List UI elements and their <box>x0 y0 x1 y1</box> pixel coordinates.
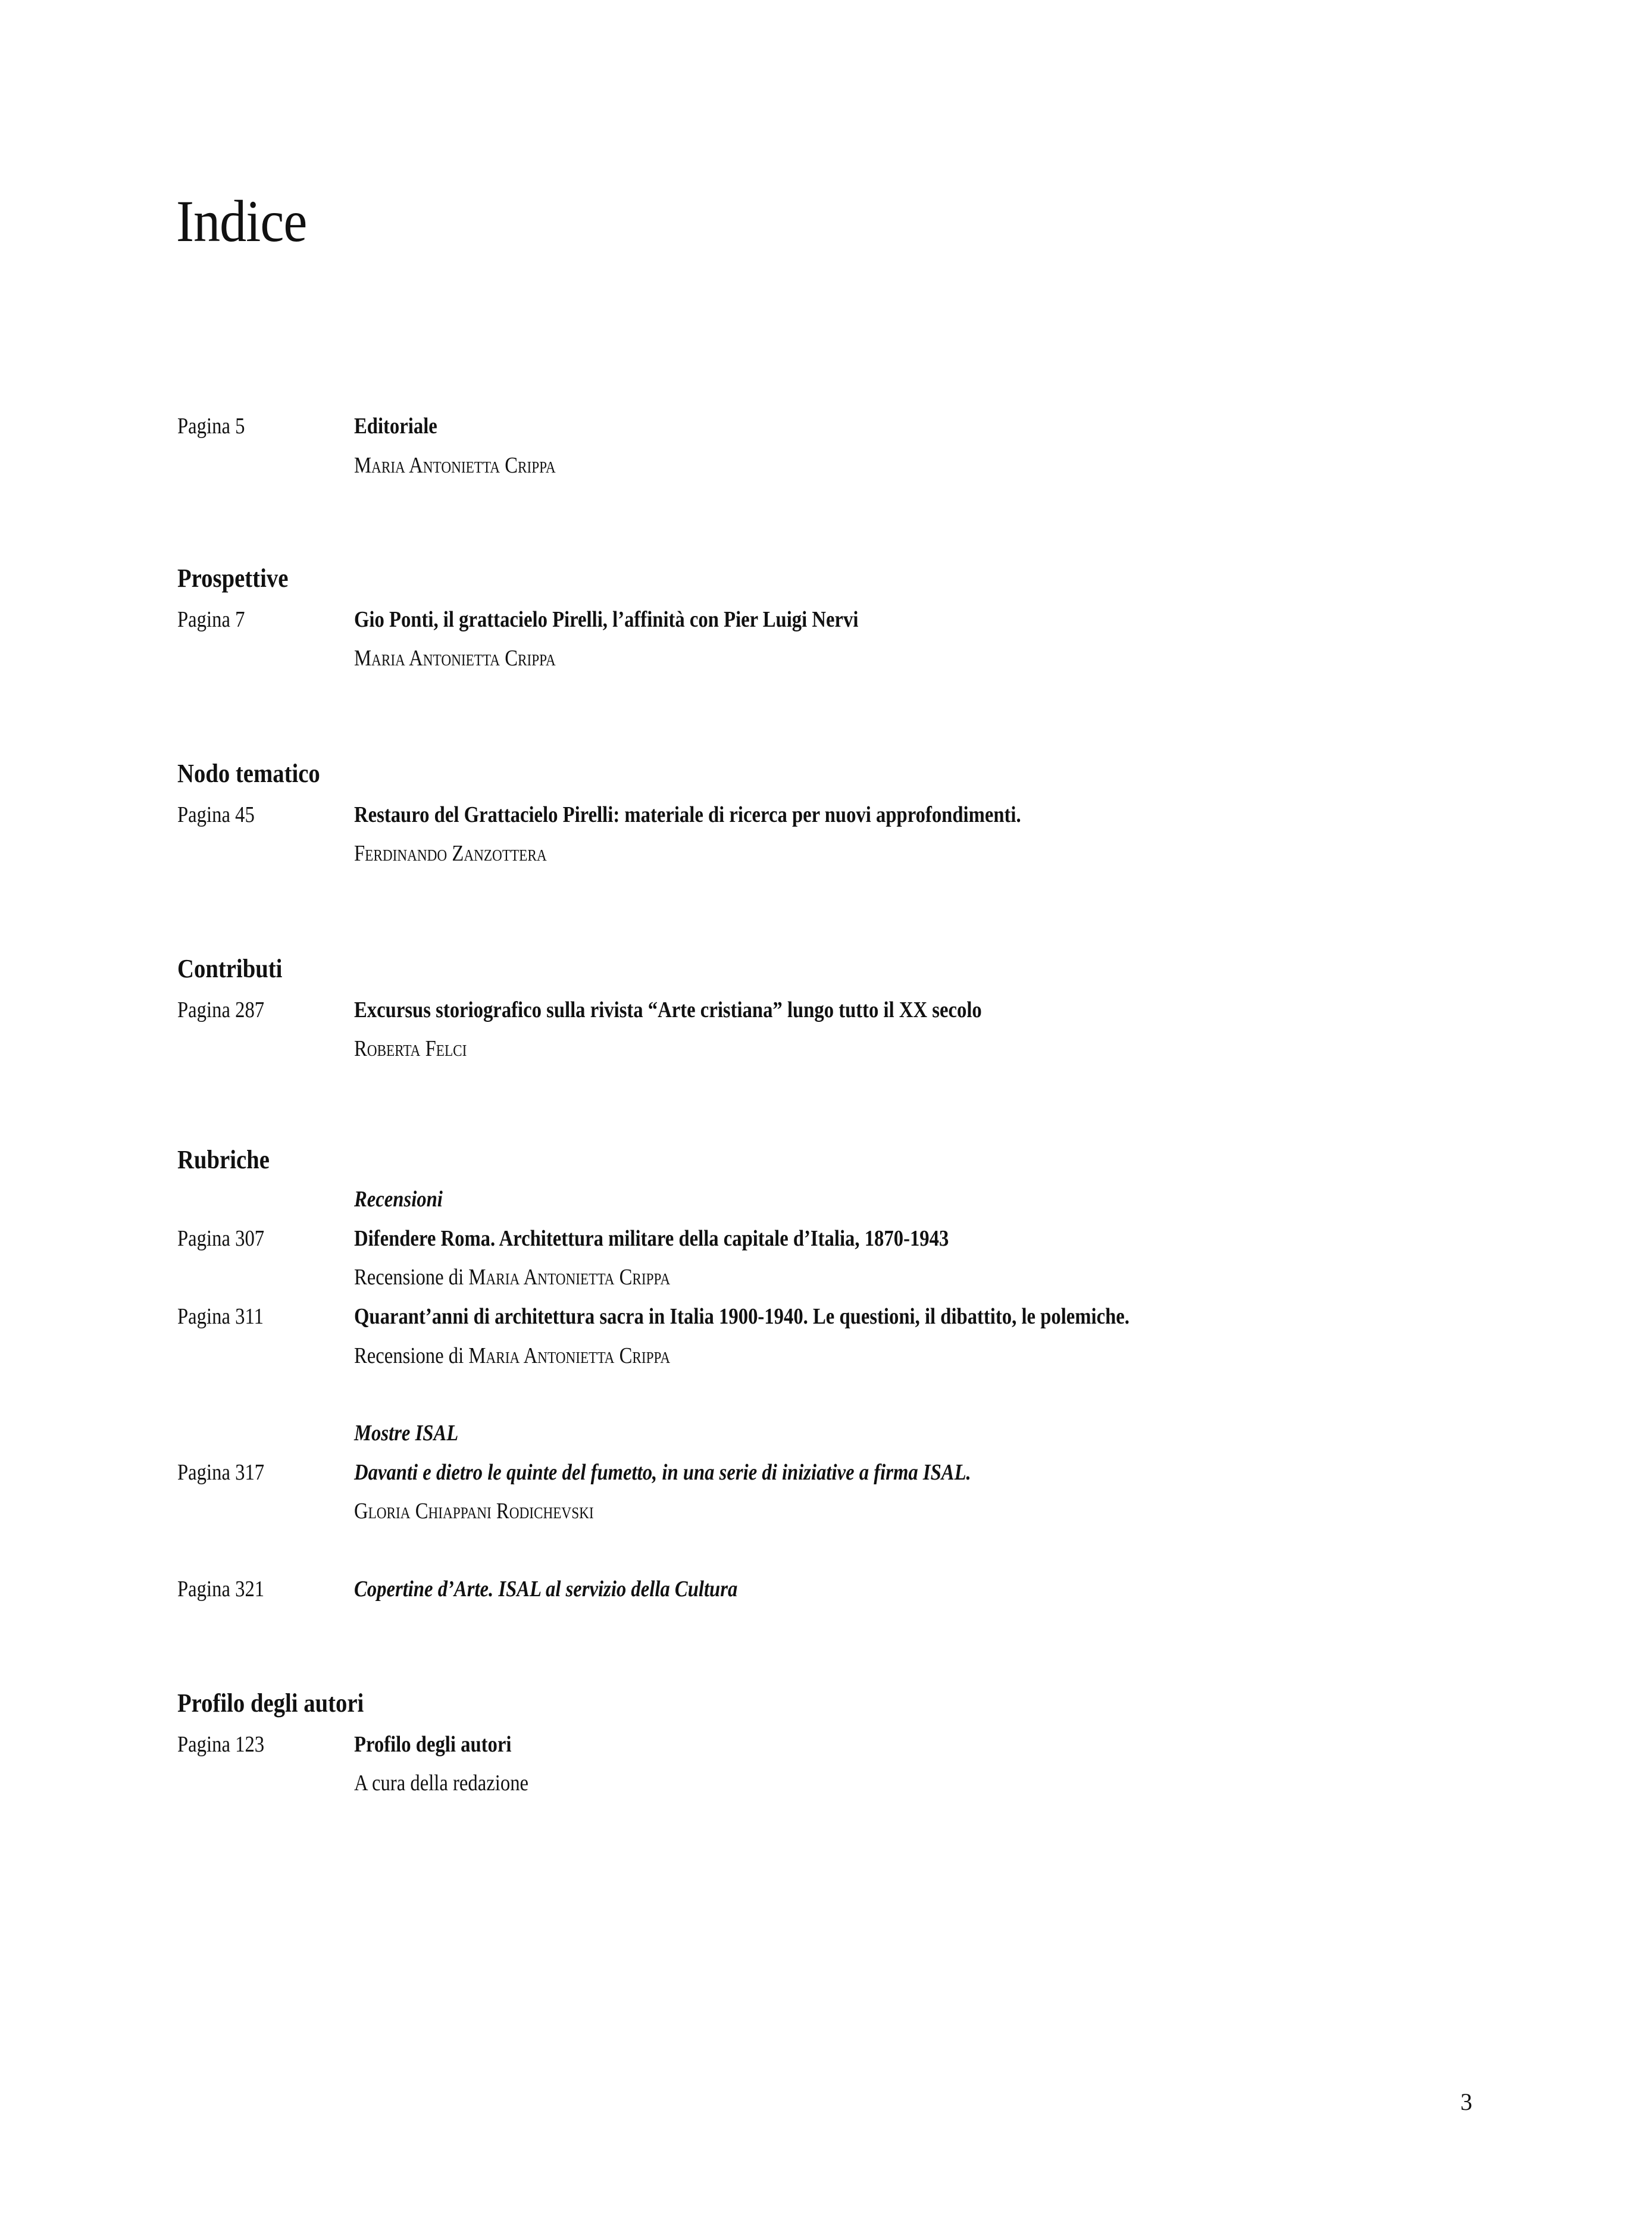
entry-author: Roberta Felci <box>354 1036 467 1061</box>
entry-title-link[interactable]: Editoriale <box>354 414 437 439</box>
author-prefix: Recensione di <box>354 1343 464 1368</box>
entry-author: Maria Antonietta Crippa <box>354 646 556 671</box>
section-heading-nodo-tematico: Nodo tematico <box>177 759 320 788</box>
page-reference: Pagina 7 <box>177 607 245 632</box>
entry-author-line <box>354 1344 670 1367</box>
entry-title-link[interactable]: Quarant’anni di architettura sacra in Italia 1900-1940. Le questioni, il dibattito, le polemiche. <box>354 1304 1130 1329</box>
section-heading-contributi: Contributi <box>177 954 283 983</box>
author-prefix: Recensione di <box>354 1265 464 1290</box>
entry-title-link[interactable]: Difendere Roma. Architettura militare della capitale d’Italia, 1870-1943 <box>354 1226 949 1251</box>
page-reference: Pagina 287 <box>177 997 265 1022</box>
entry-title-link[interactable]: Excursus storiografico sulla rivista “Arte cristiana” lungo tutto il XX secolo <box>354 997 982 1022</box>
entry-title-link[interactable]: Profilo degli autori <box>354 1732 512 1757</box>
section-heading-prospettive: Prospettive <box>177 564 289 593</box>
page-reference: Pagina 317 <box>177 1460 265 1485</box>
entry-author: Maria Antonietta Crippa <box>468 1265 671 1290</box>
page-reference: Pagina 307 <box>177 1226 265 1251</box>
entry-author: Gloria Chiappani Rodichevski <box>354 1499 594 1524</box>
page-reference: Pagina 311 <box>177 1304 264 1329</box>
entry-author-line <box>354 1266 670 1289</box>
entry-title-link[interactable]: Restauro del Grattacielo Pirelli: materiale di ricerca per nuovi approfondimenti. <box>354 802 1021 827</box>
subsection-label-mostre-isal: Mostre ISAL <box>354 1421 459 1446</box>
entry-title-link[interactable]: Davanti e dietro le quinte del fumetto, in una serie di iniziative a firma ISAL. <box>354 1460 971 1485</box>
page-title: Indice <box>176 188 307 254</box>
entry-author: A cura della redazione <box>354 1771 529 1796</box>
section-heading-rubriche: Rubriche <box>177 1145 270 1174</box>
section-heading-profilo-degli-autori: Profilo degli autori <box>177 1688 364 1718</box>
entry-author: Maria Antonietta Crippa <box>354 453 556 478</box>
entry-title-link[interactable]: Gio Ponti, il grattacielo Pirelli, l’affinità con Pier Luigi Nervi <box>354 607 859 632</box>
page-number: 3 <box>1460 2088 1472 2115</box>
page-reference: Pagina 123 <box>177 1732 265 1757</box>
entry-title-link[interactable]: Copertine d’Arte. ISAL al servizio della Cultura <box>354 1577 738 1602</box>
subsection-label-recensioni: Recensioni <box>354 1187 443 1212</box>
entry-author: Ferdinando Zanzottera <box>354 841 547 866</box>
page-reference: Pagina 321 <box>177 1577 265 1602</box>
entry-author: Maria Antonietta Crippa <box>468 1343 671 1368</box>
page-reference: Pagina 5 <box>177 414 245 439</box>
page-reference: Pagina 45 <box>177 802 255 827</box>
